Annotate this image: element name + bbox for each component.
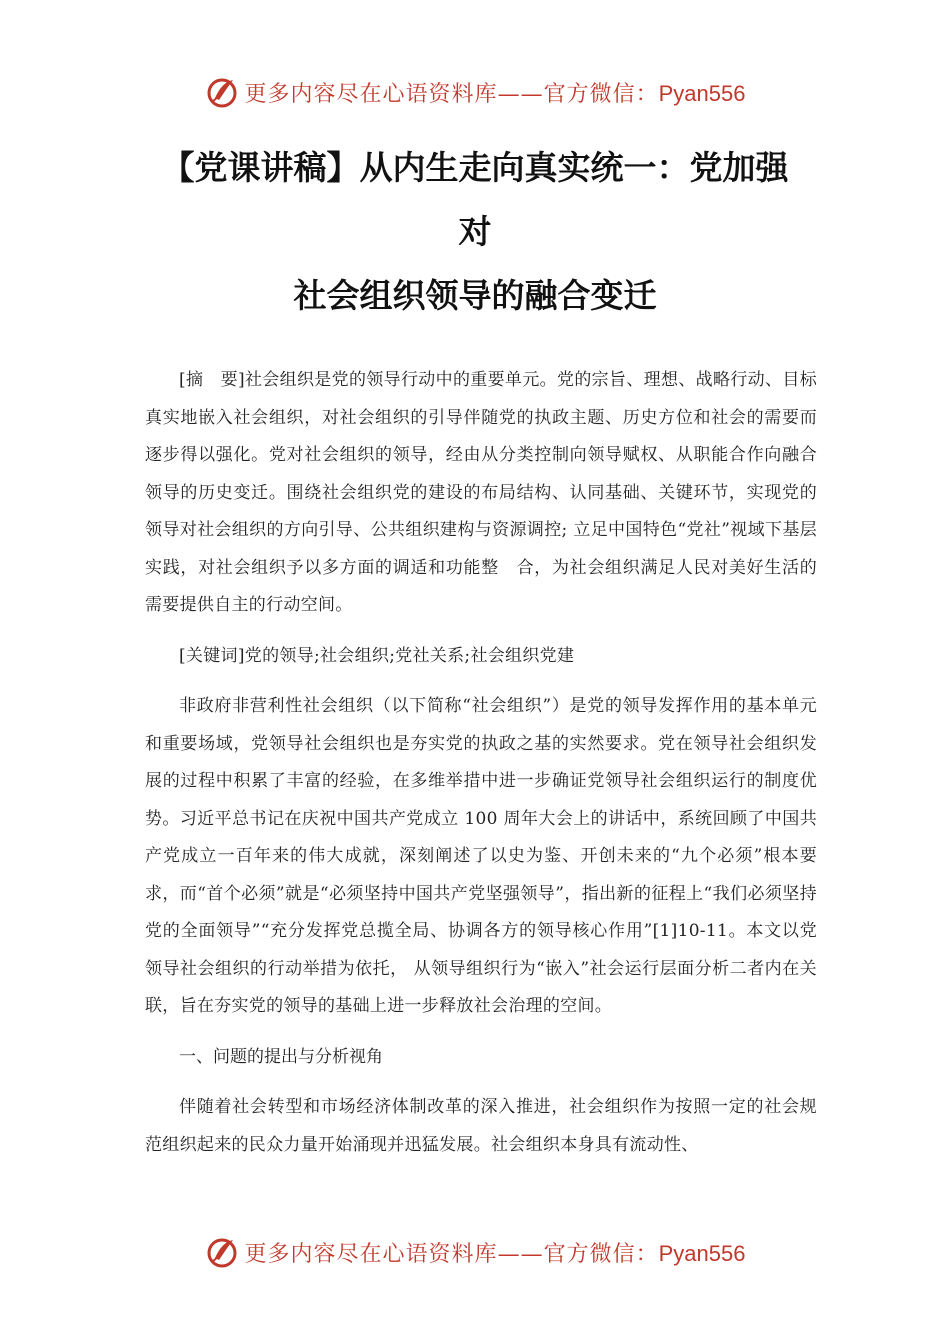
wechat-id: Pyan556 bbox=[658, 1240, 746, 1266]
banner-text: 更多内容尽在心语资料库——官方微信：Pyan556 bbox=[244, 80, 746, 107]
banner-text: 更多内容尽在心语资料库——官方微信：Pyan556 bbox=[244, 1240, 746, 1267]
title-line-1: 【党课讲稿】从内生走向真实统一：党加强 bbox=[161, 148, 789, 187]
logo-icon bbox=[205, 74, 241, 110]
document-title bbox=[0, 136, 950, 328]
logo-icon bbox=[205, 1234, 241, 1270]
section-heading: 一、问题的提出与分析视角 bbox=[179, 1046, 383, 1067]
document-body bbox=[145, 362, 817, 1177]
header-banner bbox=[0, 72, 950, 112]
title-line-2: 对 bbox=[458, 212, 492, 251]
intro-paragraph: 非政府非营利性社会组织（以下简称“社会组织”）是党的领导发挥作用的基本单元和重要场域，党领导社会组织也是夯实党的执政之基的实然要求。党在领导社会组织发展的过程中积累了丰富的经验，在多维举措中进一步确证党领导社会组织运行的制度优势。习近平总书记在庆祝中国共产党成立 100 周年大会上的讲话中，系统回顾了中国共产党成立一百年来的伟大成就，深刻阐述了以史为鉴、开创未来的“九个必须”根本要求，而“首个必须”就是“必须坚持中国共产党坚强领导”，指出新的征程上“我们必须坚持党的全面领导”“充分发挥党总揽全局、协调各方的领导核心作用”[1]10-11。本文以党领导社会组织的行动举措为依托， 从领导组织行为“嵌入”社会运行层面分析二者内在关联，旨在夯实党的领导的基础上进一步释放社会治理的空间。 bbox=[145, 696, 817, 1016]
footer-banner bbox=[0, 1232, 950, 1272]
wechat-id: Pyan556 bbox=[658, 80, 746, 106]
section-paragraph: 伴随着社会转型和市场经济体制改革的深入推进，社会组织作为按照一定的社会规范组织起来的民众力量开始涌现并迅猛发展。社会组织本身具有流动性、 bbox=[145, 1097, 817, 1155]
title-line-3: 社会组织领导的融合变迁 bbox=[293, 276, 657, 315]
keywords-paragraph: [关键词]党的领导;社会组织;党社关系;社会组织党建 bbox=[179, 645, 575, 666]
abstract-paragraph: [摘 要]社会组织是党的领导行动中的重要单元。党的宗旨、理想、战略行动、目标真实地嵌入社会组织，对社会组织的引导伴随党的执政主题、历史方位和社会的需要而逐步得以强化。党对社会组织的领导，经由从分类控制向领导赋权、从职能合作向融合领导的历史变迁。围绕社会组织党的建设的布局结构、认同基础、关键环节，实现党的领导对社会组织的方向引导、公共组织建构与资源调控; 立足中国特色“党社”视域下基层实践，对社会组织予以多方面的调适和功能整 合，为社会组织满足人民对美好生活的需要提供自主的行动空间。 bbox=[145, 370, 817, 615]
